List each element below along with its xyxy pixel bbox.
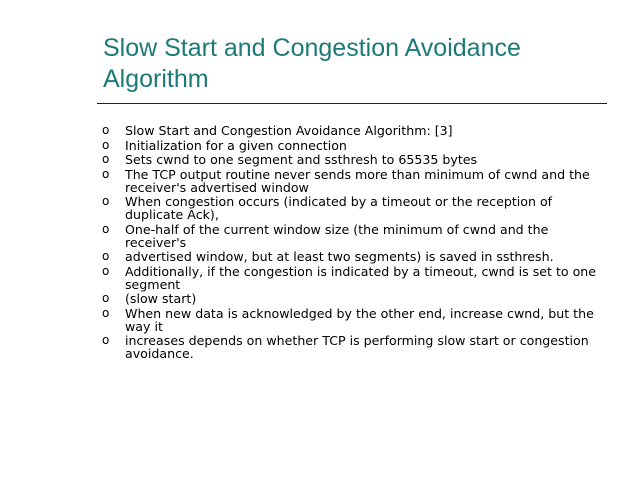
- bullet-text: increases depends on whether TCP is performing slow start or congestion avoidance.: [125, 333, 589, 361]
- bullet-marker-icon: o: [102, 249, 110, 263]
- slide-title: Slow Start and Congestion Avoidance Algorithm: [103, 34, 521, 93]
- bullet-item: [102, 168, 602, 194]
- bullet-marker-icon: o: [102, 221, 110, 236]
- bullet-text: Initialization for a given connection: [125, 137, 347, 153]
- bullet-marker-icon: o: [102, 137, 110, 152]
- bullet-item: [102, 139, 602, 152]
- bullet-item: [102, 153, 602, 166]
- bullet-text: Additionally, if the congestion is indicated by a timeout, cwnd is set to one segment: [125, 263, 597, 292]
- bullet-text: Sets cwnd to one segment and ssthresh to 65535 bytes: [125, 152, 478, 167]
- bullet-item: [102, 250, 602, 263]
- bullet-text: When new data is acknowledged by the other end, increase cwnd, but the way it: [125, 305, 594, 334]
- bullet-item: [102, 195, 602, 221]
- bullet-marker-icon: o: [102, 291, 110, 305]
- bullet-marker-icon: o: [102, 152, 110, 166]
- bullet-item: [102, 124, 602, 137]
- bullet-text: When congestion occurs (indicated by a timeout or the reception of duplicate Ack),: [125, 194, 553, 222]
- bullet-item: [102, 307, 602, 333]
- bullet-marker-icon: o: [102, 263, 110, 278]
- bullet-marker-icon: o: [102, 166, 110, 181]
- bullet-text: The TCP output routine never sends more than minimum of cwnd and the receiver's advertised window: [125, 166, 590, 195]
- bullet-marker-icon: o: [102, 333, 110, 347]
- bullet-item: [102, 334, 602, 360]
- bullet-marker-icon: o: [102, 194, 110, 208]
- bullet-text: Slow Start and Congestion Avoidance Algorithm: [3]: [125, 123, 453, 138]
- bullet-text: advertised window, but at least two segments) is saved in ssthresh.: [125, 249, 554, 264]
- bullet-item: [102, 292, 602, 305]
- bullet-marker-icon: o: [102, 305, 110, 320]
- bullet-marker-icon: o: [102, 123, 110, 137]
- bullet-text: One-half of the current window size (the minimum of cwnd and the receiver's: [125, 221, 549, 250]
- title-divider: [97, 103, 607, 104]
- bullet-list: [102, 124, 602, 362]
- bullet-item: [102, 223, 602, 249]
- bullet-item: [102, 265, 602, 291]
- bullet-text: (slow start): [125, 291, 197, 306]
